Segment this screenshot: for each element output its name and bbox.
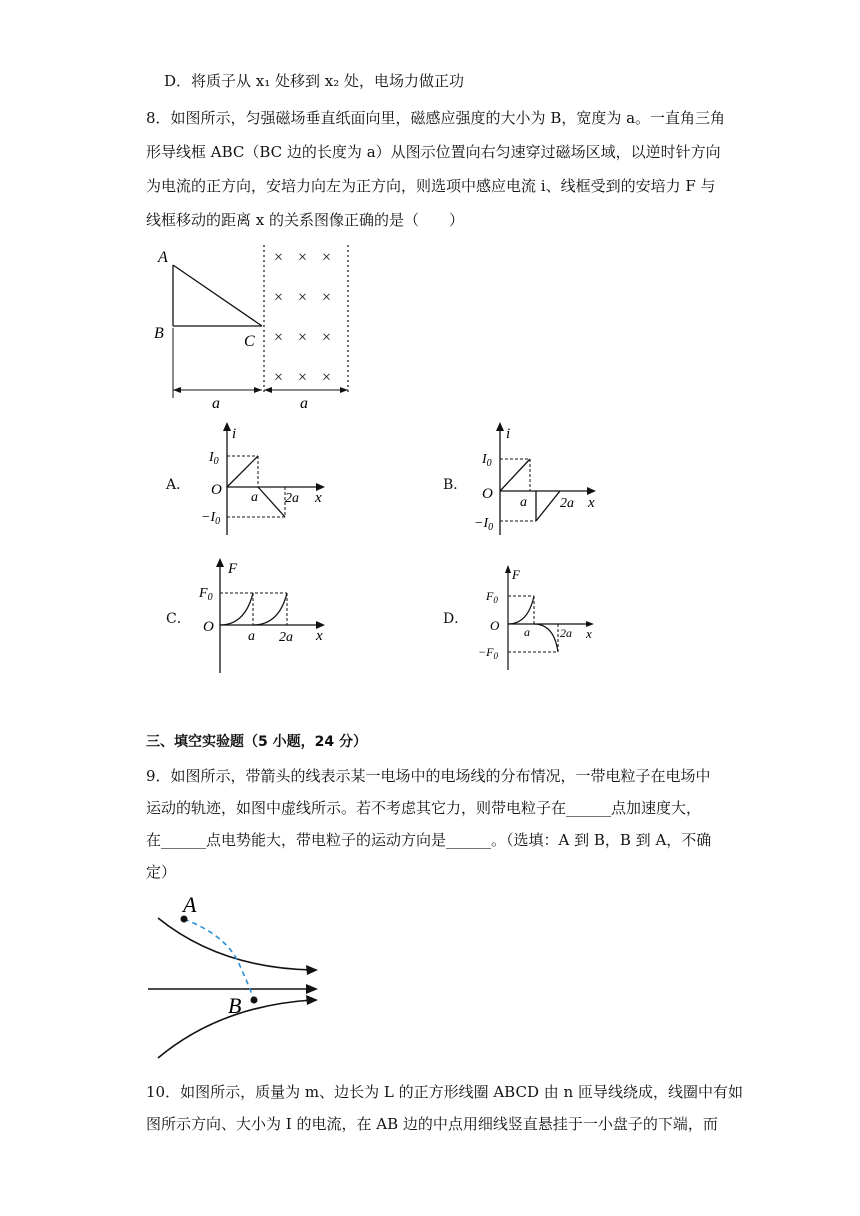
option-d-label[interactable]: D． (443, 611, 469, 627)
vertex-c-label: C (244, 333, 255, 350)
svg-text:×: × (322, 369, 332, 386)
svg-text:a: a (520, 495, 527, 510)
svg-text:O: O (203, 619, 214, 635)
option-c-graph[interactable] (195, 555, 340, 675)
svg-text:O: O (490, 618, 500, 633)
svg-text:×: × (274, 369, 284, 386)
svg-text:×: × (322, 329, 332, 346)
q9-line-3: 在______点电势能大，带电粒子的运动方向是______。（选填：A 到 B，B 到 A，不确 (146, 831, 712, 849)
point-a-label: A (183, 892, 197, 917)
svg-text:i: i (232, 426, 237, 442)
svg-text:a: a (251, 490, 258, 505)
dimension-a-right: a (300, 395, 308, 412)
svg-text:F: F (512, 567, 520, 582)
q10-line-2: 图所示方向、大小为 I 的电流，在 AB 边的中点用细线竖直悬挂于一小盘子的下端，而 (146, 1115, 718, 1133)
svg-text:F0: $F_0$ (199, 586, 213, 603)
q8-triangle-field-figure (140, 240, 380, 415)
q10-line-1: 10．如图所示，质量为 m、边长为 L 的正方形线圈 ABCD 由 n 匝导线绕成，线圈中有如 (146, 1083, 743, 1101)
svg-text:×: × (274, 329, 284, 346)
q8-line-1: 8．如图所示，匀强磁场垂直纸面向里，磁感应强度的大小为 B，宽度为 a。一直角三角 (146, 109, 726, 127)
svg-text:−F0: $-F_0$ (478, 645, 498, 661)
svg-text:I0: $I_0$ (209, 450, 219, 467)
svg-text:x: x (315, 490, 322, 506)
svg-text:i: i (506, 426, 511, 442)
magnetic-field-marks (274, 249, 331, 386)
svg-text:O: O (482, 486, 493, 502)
svg-text:−I0: $-I_0$ (474, 516, 494, 533)
dimension-a-left: a (212, 395, 220, 412)
svg-text:O: O (211, 482, 222, 498)
svg-text:×: × (298, 369, 308, 386)
option-a-label[interactable]: A． (166, 477, 191, 493)
svg-text:×: × (322, 289, 332, 306)
svg-text:F0: $F_0$ (486, 589, 498, 605)
svg-text:2a: 2a (279, 630, 293, 645)
svg-text:a: a (524, 625, 530, 639)
svg-text:2a: 2a (560, 626, 572, 640)
q9-line-1: 9．如图所示，带箭头的线表示某一电场中的电场线的分布情况，一带电粒子在电场中 (146, 767, 711, 785)
svg-text:a: a (248, 629, 255, 644)
svg-text:I0: $I_0$ (482, 452, 492, 469)
q9-line-4: 定） (146, 863, 177, 881)
q9-line-2: 运动的轨迹，如图中虚线所示。若不考虑其它力，则带电粒子在______点加速度大， (146, 799, 702, 817)
point-b (251, 997, 258, 1004)
svg-text:−I0: $-I_0$ (201, 510, 221, 527)
svg-text:×: × (298, 289, 308, 306)
svg-text:2a: 2a (560, 496, 574, 511)
svg-text:x: x (588, 495, 595, 511)
vertex-a-label: A (158, 249, 168, 266)
q7-option-d: D．将质子从 x₁ 处移到 x₂ 处，电场力做正功 (164, 72, 465, 90)
q8-line-2: 形导线框 ABC（BC 边的长度为 a）从图示位置向右匀速穿过磁场区域，以逆时针方向 (146, 143, 721, 161)
q8-line-4: 线框移动的距离 x 的关系图像正确的是（ ） (146, 211, 464, 229)
q9-field-lines-figure (140, 888, 340, 1063)
vertex-b-label: B (154, 325, 164, 342)
svg-text:F: F (228, 561, 238, 577)
option-b-label[interactable]: B． (443, 477, 468, 493)
svg-text:x: x (316, 628, 323, 644)
svg-text:×: × (322, 249, 332, 266)
point-b-label: B (228, 993, 242, 1018)
section-3-title: 三、填空实验题（5 小题，24 分） (146, 734, 367, 750)
svg-text:2a: 2a (285, 491, 299, 506)
option-d-graph[interactable] (470, 562, 610, 672)
option-a-graph[interactable] (195, 420, 345, 535)
option-b-graph[interactable] (470, 420, 620, 535)
q8-line-3: 为电流的正方向，安培力向左为正方向，则选项中感应电流 i、线框受到的安培力 F 与 (146, 177, 716, 195)
option-c-label[interactable]: C． (166, 611, 191, 627)
svg-text:x: x (586, 626, 592, 641)
svg-text:×: × (274, 289, 284, 306)
svg-text:×: × (298, 329, 308, 346)
svg-text:×: × (274, 249, 284, 266)
svg-text:×: × (298, 249, 308, 266)
